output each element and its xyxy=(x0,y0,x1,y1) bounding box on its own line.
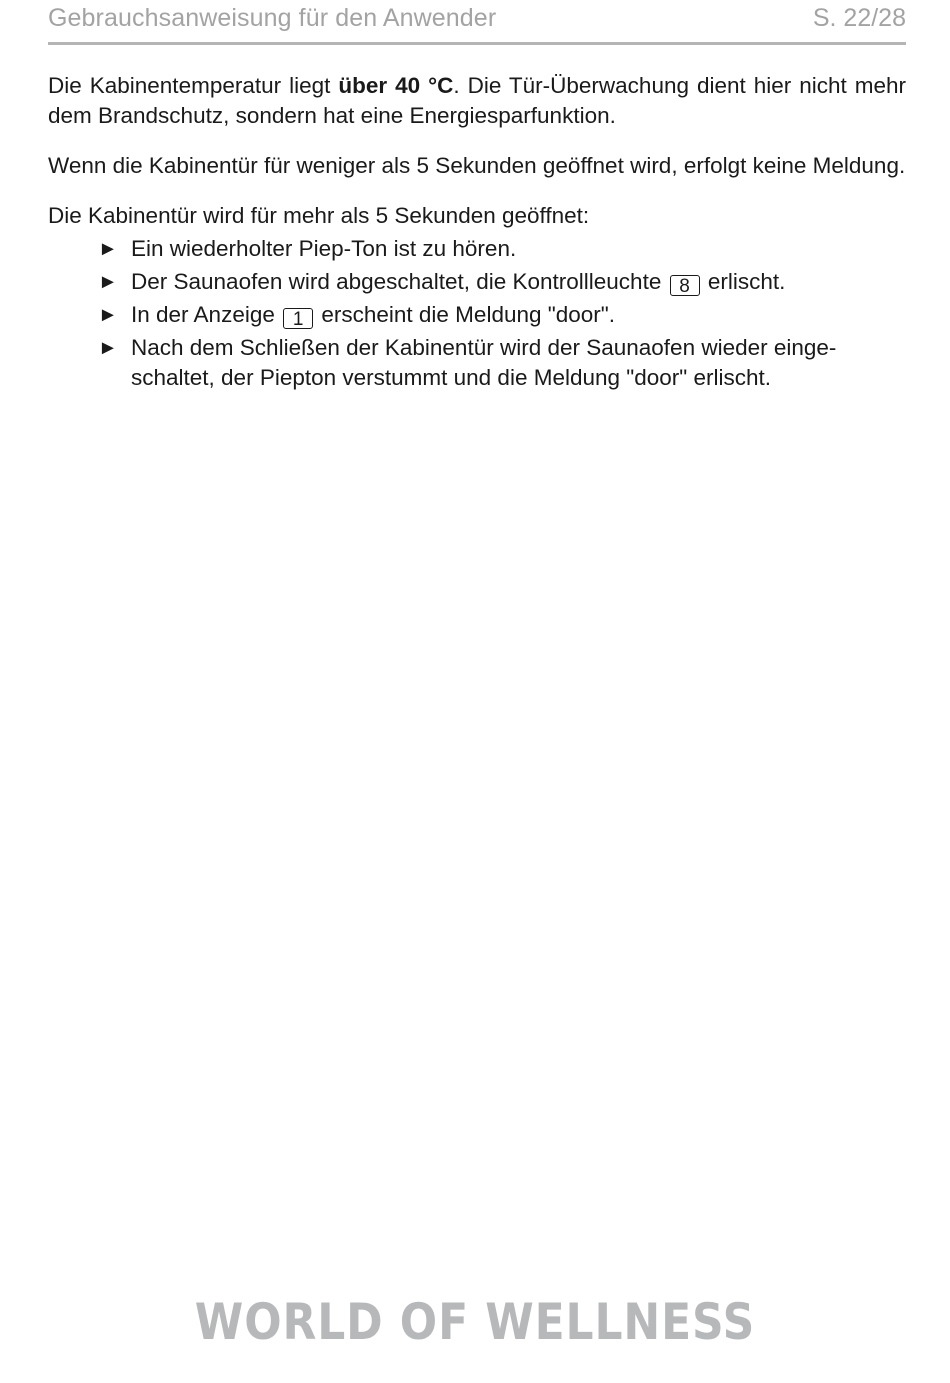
bullet-arrow-icon: ► xyxy=(98,337,118,359)
main-content xyxy=(48,71,906,396)
list-item: ► Nach dem Schließen der Kabinentür wird der Saunaofen wieder einge-schaltet, der Piepton verstummt und die Meldung "door" erlischt. xyxy=(98,335,837,390)
list-item: ► Der Saunaofen wird abgeschaltet, die Kontrollleuchte 8 erlischt. xyxy=(98,269,786,297)
display-reference: 1 xyxy=(283,308,313,329)
bullet-arrow-icon: ► xyxy=(98,238,118,260)
brand-logo: WORLD OF WELLNESS xyxy=(194,1293,756,1351)
list-item: ► Ein wiederholter Piep-Ton ist zu hören. xyxy=(48,234,906,264)
control-lamp-reference: 8 xyxy=(670,275,700,296)
bullet-arrow-icon: ► xyxy=(98,271,118,293)
document-title: Gebrauchsanweisung für den Anwender xyxy=(48,4,497,32)
paragraph-short-opening: Wenn die Kabinentür für weniger als 5 Sekunden geöffnet wird, erfolgt keine Meldung. xyxy=(48,153,906,178)
temperature-threshold: über 40 °C xyxy=(338,73,454,98)
bullet-arrow-icon: ► xyxy=(98,304,118,326)
paragraph-temperature: Die Kabinentemperatur liegt über 40 °C. Die Tür-Überwachung dient hier nicht mehr dem Brandschutz, sondern hat eine Energiesparfunktion. xyxy=(48,73,906,128)
list-item: ► In der Anzeige 1 erscheint die Meldung "door". xyxy=(98,302,616,330)
paragraph-long-opening: Die Kabinentür wird für mehr als 5 Sekunden geöffnet: xyxy=(48,203,590,228)
page-number: S. 22/28 xyxy=(812,4,906,32)
consequence-list xyxy=(48,234,906,393)
page-header xyxy=(48,0,906,45)
